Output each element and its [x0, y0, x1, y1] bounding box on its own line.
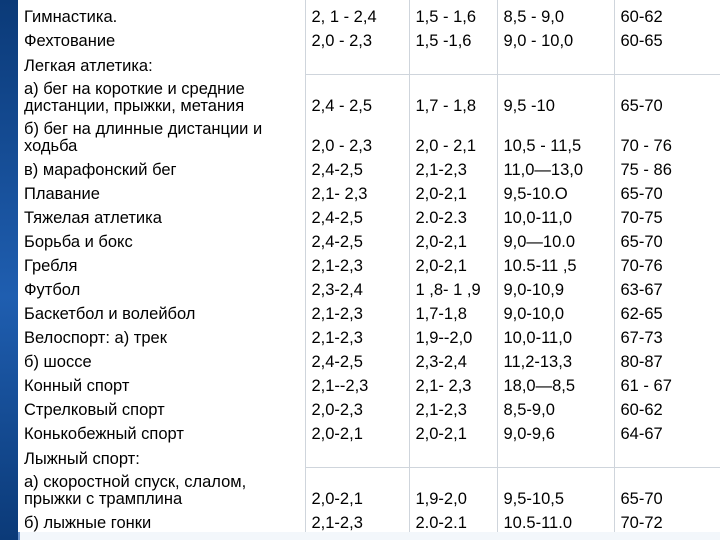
value-cell: 1,7 - 1,8: [409, 75, 497, 116]
sport-name-cell: Лыжный спорт:: [18, 443, 305, 468]
value-cell: 9,0 - 10,0: [497, 26, 614, 50]
sport-name-cell: Плавание: [18, 179, 305, 203]
value-cell: 1,7-1,8: [409, 299, 497, 323]
value-cell: 64-67: [614, 419, 720, 443]
sport-name-cell: б) бег на длинные дистанции и ходьба: [18, 115, 305, 155]
value-cell: 2,0-2,1: [409, 227, 497, 251]
value-cell: [497, 443, 614, 468]
value-cell: 2, 1 - 2,4: [305, 0, 409, 26]
value-cell: 63-67: [614, 275, 720, 299]
sport-name-cell: Футбол: [18, 275, 305, 299]
table-row: [18, 203, 720, 227]
value-cell: 2,0-2,3: [305, 395, 409, 419]
value-cell: 2,4-2,5: [305, 155, 409, 179]
value-cell: [409, 443, 497, 468]
table-row: [18, 251, 720, 275]
table-row: [18, 395, 720, 419]
sport-name-cell: Конькобежный спорт: [18, 419, 305, 443]
value-cell: 2,1-2,3: [305, 508, 409, 532]
sport-name-cell: Борьба и бокс: [18, 227, 305, 251]
value-cell: 2,1- 2,3: [305, 179, 409, 203]
table-row: [18, 227, 720, 251]
value-cell: 10.5-11 ,5: [497, 251, 614, 275]
value-cell: 2,0-2,1: [305, 468, 409, 509]
sport-name-cell: Конный спорт: [18, 371, 305, 395]
sport-norms-table: [18, 0, 720, 532]
value-cell: 60-65: [614, 26, 720, 50]
value-cell: 70-75: [614, 203, 720, 227]
sport-name-cell: Легкая атлетика:: [18, 50, 305, 75]
table-row: [18, 155, 720, 179]
value-cell: [305, 50, 409, 75]
table-row: [18, 0, 720, 26]
value-cell: 62-65: [614, 299, 720, 323]
value-cell: 2,0-2,1: [409, 419, 497, 443]
value-cell: 2,1-2,3: [409, 155, 497, 179]
sport-name-cell: Фехтование: [18, 26, 305, 50]
value-cell: 60-62: [614, 0, 720, 26]
table-row: [18, 371, 720, 395]
table-row: [18, 347, 720, 371]
value-cell: 2,3-2,4: [305, 275, 409, 299]
table-row: [18, 26, 720, 50]
value-cell: 2.0-2.3: [409, 203, 497, 227]
table-row: [18, 75, 720, 116]
value-cell: 65-70: [614, 468, 720, 509]
sport-name-cell: Стрелковый спорт: [18, 395, 305, 419]
value-cell: 2,4-2,5: [305, 203, 409, 227]
value-cell: 1,9-2,0: [409, 468, 497, 509]
sport-name-cell: в) марафонский бег: [18, 155, 305, 179]
sport-name-cell: б) шоссе: [18, 347, 305, 371]
sport-name-cell: Баскетбол и волейбол: [18, 299, 305, 323]
value-cell: 10.5-11.0: [497, 508, 614, 532]
value-cell: 80-87: [614, 347, 720, 371]
value-cell: 2,1-2,3: [305, 323, 409, 347]
value-cell: 1,9--2,0: [409, 323, 497, 347]
value-cell: 61 - 67: [614, 371, 720, 395]
value-cell: 10,0-11,0: [497, 323, 614, 347]
value-cell: 9,5 -10: [497, 75, 614, 116]
value-cell: 11,2-13,3: [497, 347, 614, 371]
value-cell: 2,0-2,1: [409, 179, 497, 203]
value-cell: 9,0-10,9: [497, 275, 614, 299]
value-cell: 2,0 - 2,3: [305, 26, 409, 50]
value-cell: 2,0-2,1: [305, 419, 409, 443]
value-cell: 1,5 -1,6: [409, 26, 497, 50]
sport-name-cell: Тяжелая атлетика: [18, 203, 305, 227]
slide-accent-bar: [0, 0, 18, 540]
value-cell: [614, 443, 720, 468]
value-cell: 65-70: [614, 179, 720, 203]
table-row: [18, 508, 720, 532]
sport-name-cell: б) лыжные гонки: [18, 508, 305, 532]
value-cell: 2,1- 2,3: [409, 371, 497, 395]
value-cell: 2,0 - 2,3: [305, 115, 409, 155]
value-cell: 2,0 - 2,1: [409, 115, 497, 155]
table-row: [18, 275, 720, 299]
value-cell: 11,0—13,0: [497, 155, 614, 179]
value-cell: 8,5 - 9,0: [497, 0, 614, 26]
table-row: [18, 468, 720, 509]
table-row: [18, 179, 720, 203]
value-cell: 2,1-2,3: [305, 251, 409, 275]
sport-name-cell: а) скоростной спуск, слалом, прыжки с трамплина: [18, 468, 305, 509]
table-row: [18, 419, 720, 443]
value-cell: 10,0-11,0: [497, 203, 614, 227]
value-cell: 75 - 86: [614, 155, 720, 179]
sport-name-cell: Велоспорт: а) трек: [18, 323, 305, 347]
sport-name-cell: а) бег на короткие и средние дистанции, прыжки, метания: [18, 75, 305, 116]
value-cell: 2,4-2,5: [305, 227, 409, 251]
table-row: [18, 323, 720, 347]
value-cell: 18,0—8,5: [497, 371, 614, 395]
value-cell: 70 - 76: [614, 115, 720, 155]
value-cell: 70-76: [614, 251, 720, 275]
table-row: [18, 443, 720, 468]
value-cell: [305, 443, 409, 468]
sport-name-cell: Гребля: [18, 251, 305, 275]
value-cell: [614, 50, 720, 75]
sport-name-cell: Гимнастика.: [18, 0, 305, 26]
value-cell: 8,5-9,0: [497, 395, 614, 419]
value-cell: 2.0-2.1: [409, 508, 497, 532]
value-cell: [409, 50, 497, 75]
value-cell: [497, 50, 614, 75]
value-cell: 2,4 - 2,5: [305, 75, 409, 116]
value-cell: 70-72: [614, 508, 720, 532]
value-cell: 67-73: [614, 323, 720, 347]
value-cell: 2,0-2,1: [409, 251, 497, 275]
value-cell: 10,5 - 11,5: [497, 115, 614, 155]
table-row: [18, 115, 720, 155]
value-cell: 1,5 - 1,6: [409, 0, 497, 26]
value-cell: 2,1--2,3: [305, 371, 409, 395]
table-row: [18, 299, 720, 323]
value-cell: 9,0-9,6: [497, 419, 614, 443]
value-cell: 60-62: [614, 395, 720, 419]
value-cell: 2,4-2,5: [305, 347, 409, 371]
value-cell: 9,0—10.0: [497, 227, 614, 251]
value-cell: 9,0-10,0: [497, 299, 614, 323]
value-cell: 9,5-10,5: [497, 468, 614, 509]
value-cell: 65-70: [614, 227, 720, 251]
value-cell: 1 ,8- 1 ,9: [409, 275, 497, 299]
value-cell: 65-70: [614, 75, 720, 116]
table-row: [18, 50, 720, 75]
value-cell: 2,1-2,3: [305, 299, 409, 323]
value-cell: 2,3-2,4: [409, 347, 497, 371]
value-cell: 9,5-10.О: [497, 179, 614, 203]
value-cell: 2,1-2,3: [409, 395, 497, 419]
